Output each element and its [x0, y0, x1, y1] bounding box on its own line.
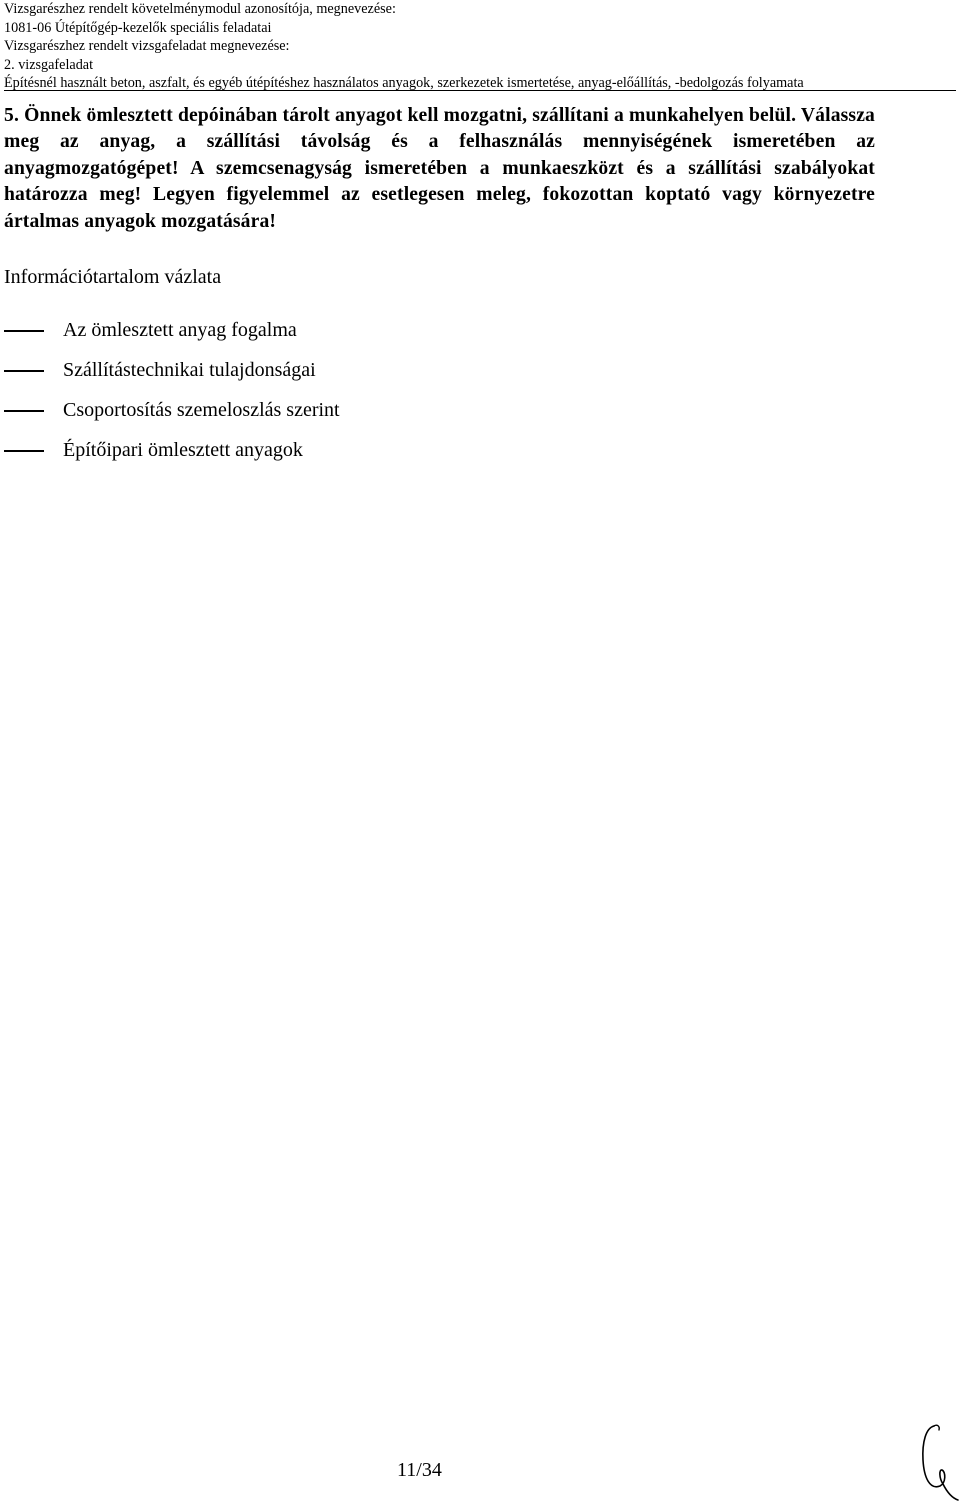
module-value: 1081-06 Útépítőgép-kezelők speciális feladatai: [4, 19, 272, 36]
dash-bullet-icon: [4, 450, 44, 452]
header-divider: [4, 90, 956, 91]
outline-item-text: Az ömlesztett anyag fogalma: [63, 319, 297, 341]
dash-bullet-icon: [4, 330, 44, 332]
task-description: 5. Önnek ömlesztett depóinában tárolt anyagot kell mozgatni, szállítani a munkahelyen belül. Válassza meg az anyag, a szállítási távolság és a felhasználás mennyiségének ismeretében az anyagmozgatógépet! A szemcsenagyság ismeretében a munkaeszközt és a szállítási szabályokat határozza meg! Legyen figyelemmel az esetlegesen meleg, fokozottan koptató vagy környezetre ártalmas anyagok mozgatására!: [4, 105, 875, 232]
task-label: Vizsgarészhez rendelt vizsgafeladat megnevezése:: [4, 38, 290, 54]
outline-item-text: Építőipari ömlesztett anyagok: [63, 439, 303, 461]
dash-bullet-icon: [4, 410, 44, 412]
dash-bullet-icon: [4, 370, 44, 372]
outline-item-text: Szállítástechnikai tulajdonságai: [63, 359, 316, 381]
module-label: Vizsgarészhez rendelt követelménymodul azonosítója, megnevezése:: [4, 1, 396, 17]
page-number: 11/34: [397, 1459, 442, 1481]
outline-item-text: Csoportosítás szemeloszlás szerint: [63, 399, 340, 421]
task-title: Építésnél használt beton, aszfalt, és egyéb útépítéshez használatos anyagok, szerkezetek ismertetése, anyag-előállítás, -bedolgozás folyamata: [4, 75, 804, 91]
document-header: [4, 0, 954, 93]
task-number: 2. vizsgafeladat: [4, 56, 94, 73]
signature-mark: [912, 1420, 960, 1503]
outline-title: Információtartalom vázlata: [4, 266, 222, 288]
